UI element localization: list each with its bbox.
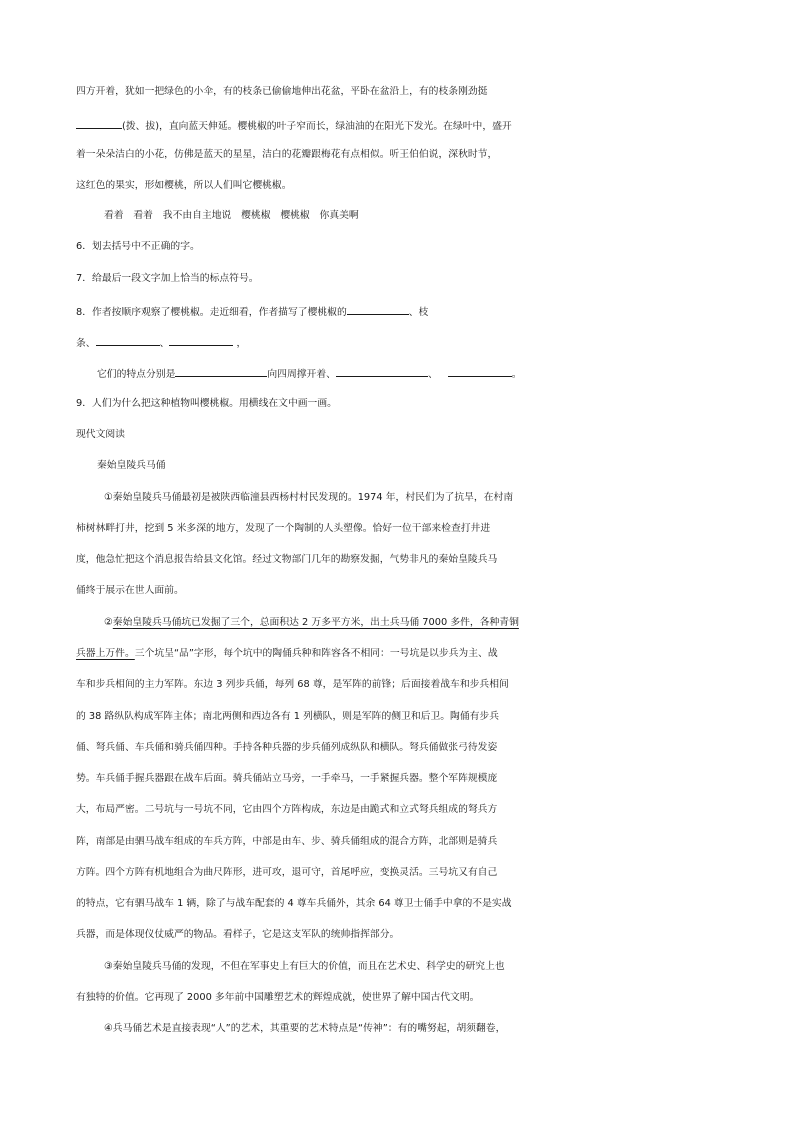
article-line: 兵器，而是体现仪仗威严的物品。看样子，它是这支军队的统帅指挥部分。 bbox=[76, 929, 400, 940]
passage-line: 这红色的果实，形如樱桃，所以人们叫它樱桃椒。 bbox=[76, 180, 292, 191]
article-line: 的特点，它有驷马战车 1 辆，除了与战车配套的 4 尊车兵俑外，其余 64 尊卫士俑手中拿的不是实战 bbox=[76, 898, 512, 909]
article-line: 的 38 路纵队构成军阵主体；南北两侧和西边各有 1 列横队，则是军阵的侧卫和后卫。陶俑有步兵 bbox=[76, 711, 500, 722]
answer-blank[interactable] bbox=[175, 361, 267, 377]
answer-blank[interactable] bbox=[96, 330, 160, 346]
answer-blank[interactable] bbox=[169, 330, 233, 346]
article-line: 势。车兵俑手握兵器跟在战车后面。骑兵俑站立马旁，一手牵马，一手紧握兵器。整个军阵规模庞 bbox=[76, 773, 498, 784]
question-9: 9．人们为什么把这种植物叫樱桃椒。用横线在文中画一画。 bbox=[76, 398, 337, 409]
article-line: 方阵。四个方阵有机地组合为曲尺阵形，进可攻，退可守，首尾呼应，变换灵活。三号坑又有自己 bbox=[76, 867, 498, 878]
answer-blank[interactable] bbox=[76, 113, 122, 129]
question-6: 6．划去括号中不正确的字。 bbox=[76, 241, 200, 252]
question-8: 8．作者按顺序观察了樱桃椒。走近细看，作者描写了樱桃椒的 、枝 bbox=[0, 299, 794, 324]
question-7: 7．给最后一段文字加上恰当的标点符号。 bbox=[76, 273, 259, 284]
article-line: 有独特的价值。它再现了 2000 多年前中国雕塑艺术的辉煌成就，使世界了解中国古代文明。 bbox=[76, 992, 480, 1003]
question-8-line2: 条、 、 ， bbox=[0, 330, 794, 355]
article-line: 度，他急忙把这个消息报告给县文化馆。经过文物部门几年的勘察发掘，气势非凡的秦始皇陵兵马 bbox=[76, 554, 498, 565]
section-heading: 现代文阅读 bbox=[76, 429, 125, 440]
answer-blank[interactable] bbox=[347, 299, 409, 315]
article-line: 兵器上万件。三个坑呈“品”字形，每个坑中的陶俑兵种和阵容各不相同：一号坑是以步兵为主、战 bbox=[76, 648, 498, 659]
article-paragraph-2: ②秦始皇陵兵马俑坑已发掘了三个，总面积达 2 万多平方米，出土兵马俑 7000 多件，各种青铜 bbox=[104, 617, 519, 628]
passage-line: 四方开着，犹如一把绿色的小伞，有的枝条已偷偷地伸出花盆，平卧在盆沿上，有的枝条刚劲挺 bbox=[76, 86, 488, 97]
passage-line: 着一朵朵洁白的小花，仿佛是蓝天的星星，洁白的花瓣跟梅花有点相似。听王伯伯说，深秋时节， bbox=[76, 149, 498, 160]
passage-line: (拨、拔)，直向蓝天伸延。樱桃椒的叶子窄而长，绿油油的在阳光下发光。在绿叶中，盛开 bbox=[0, 113, 794, 138]
answer-blank[interactable] bbox=[448, 361, 512, 377]
answer-blank[interactable] bbox=[336, 361, 428, 377]
article-paragraph-3: ③秦始皇陵兵马俑的发现，不但在军事史上有巨大的价值，而且在艺术史、科学史的研究上也 bbox=[104, 961, 505, 972]
underlined-sentence: 秦始皇陵兵马俑坑已发掘了三个，总面积达 2 万多平方米，出土兵马俑 7000 多件，各种青铜 bbox=[112, 617, 519, 628]
article-line: 车和步兵相间的主力军阵。东边 3 列步兵俑，每列 68 尊，是军阵的前锋；后面接着战车和步兵相间 bbox=[76, 679, 509, 690]
article-paragraph-4: ④兵马俑艺术是直接表现“人”的艺术，其重要的艺术特点是“传神”：有的嘴努起，胡须翻卷， bbox=[104, 1023, 506, 1034]
article-line: 俑、弩兵俑、车兵俑和骑兵俑四种。手持各种兵器的步兵俑列成纵队和横队。弩兵俑做张弓待发姿 bbox=[76, 742, 498, 753]
article-paragraph-1: ①秦始皇陵兵马俑最初是被陕西临潼县西杨村村民发现的。1974 年，村民们为了抗旱，在村南 bbox=[104, 492, 514, 503]
article-line: 俑终于展示在世人面前。 bbox=[76, 585, 184, 596]
underlined-sentence: 兵器上万件。 bbox=[76, 648, 135, 659]
article-line: 大，布局严密。二号坑与一号坑不同，它由四个方阵构成，东边是由跪式和立式弩兵组成的弩兵方 bbox=[76, 804, 498, 815]
article-line: 阵，南部是由驷马战车组成的车兵方阵，中部是由车、步、骑兵俑组成的混合方阵，北部则是骑兵 bbox=[76, 836, 498, 847]
passage-line-unpunctuated: 看着 看着 我不由自主地说 樱桃椒 樱桃椒 你真美啊 bbox=[104, 210, 359, 221]
question-8-line3: 它们的特点分别是 向四周撑开着、 、 。 bbox=[0, 361, 794, 386]
article-title: 秦始皇陵兵马俑 bbox=[97, 460, 166, 471]
article-line: 柿树林畔打井，挖到 5 米多深的地方，发现了一个陶制的人头塑像。恰好一位干部来检查打井进 bbox=[76, 523, 491, 534]
